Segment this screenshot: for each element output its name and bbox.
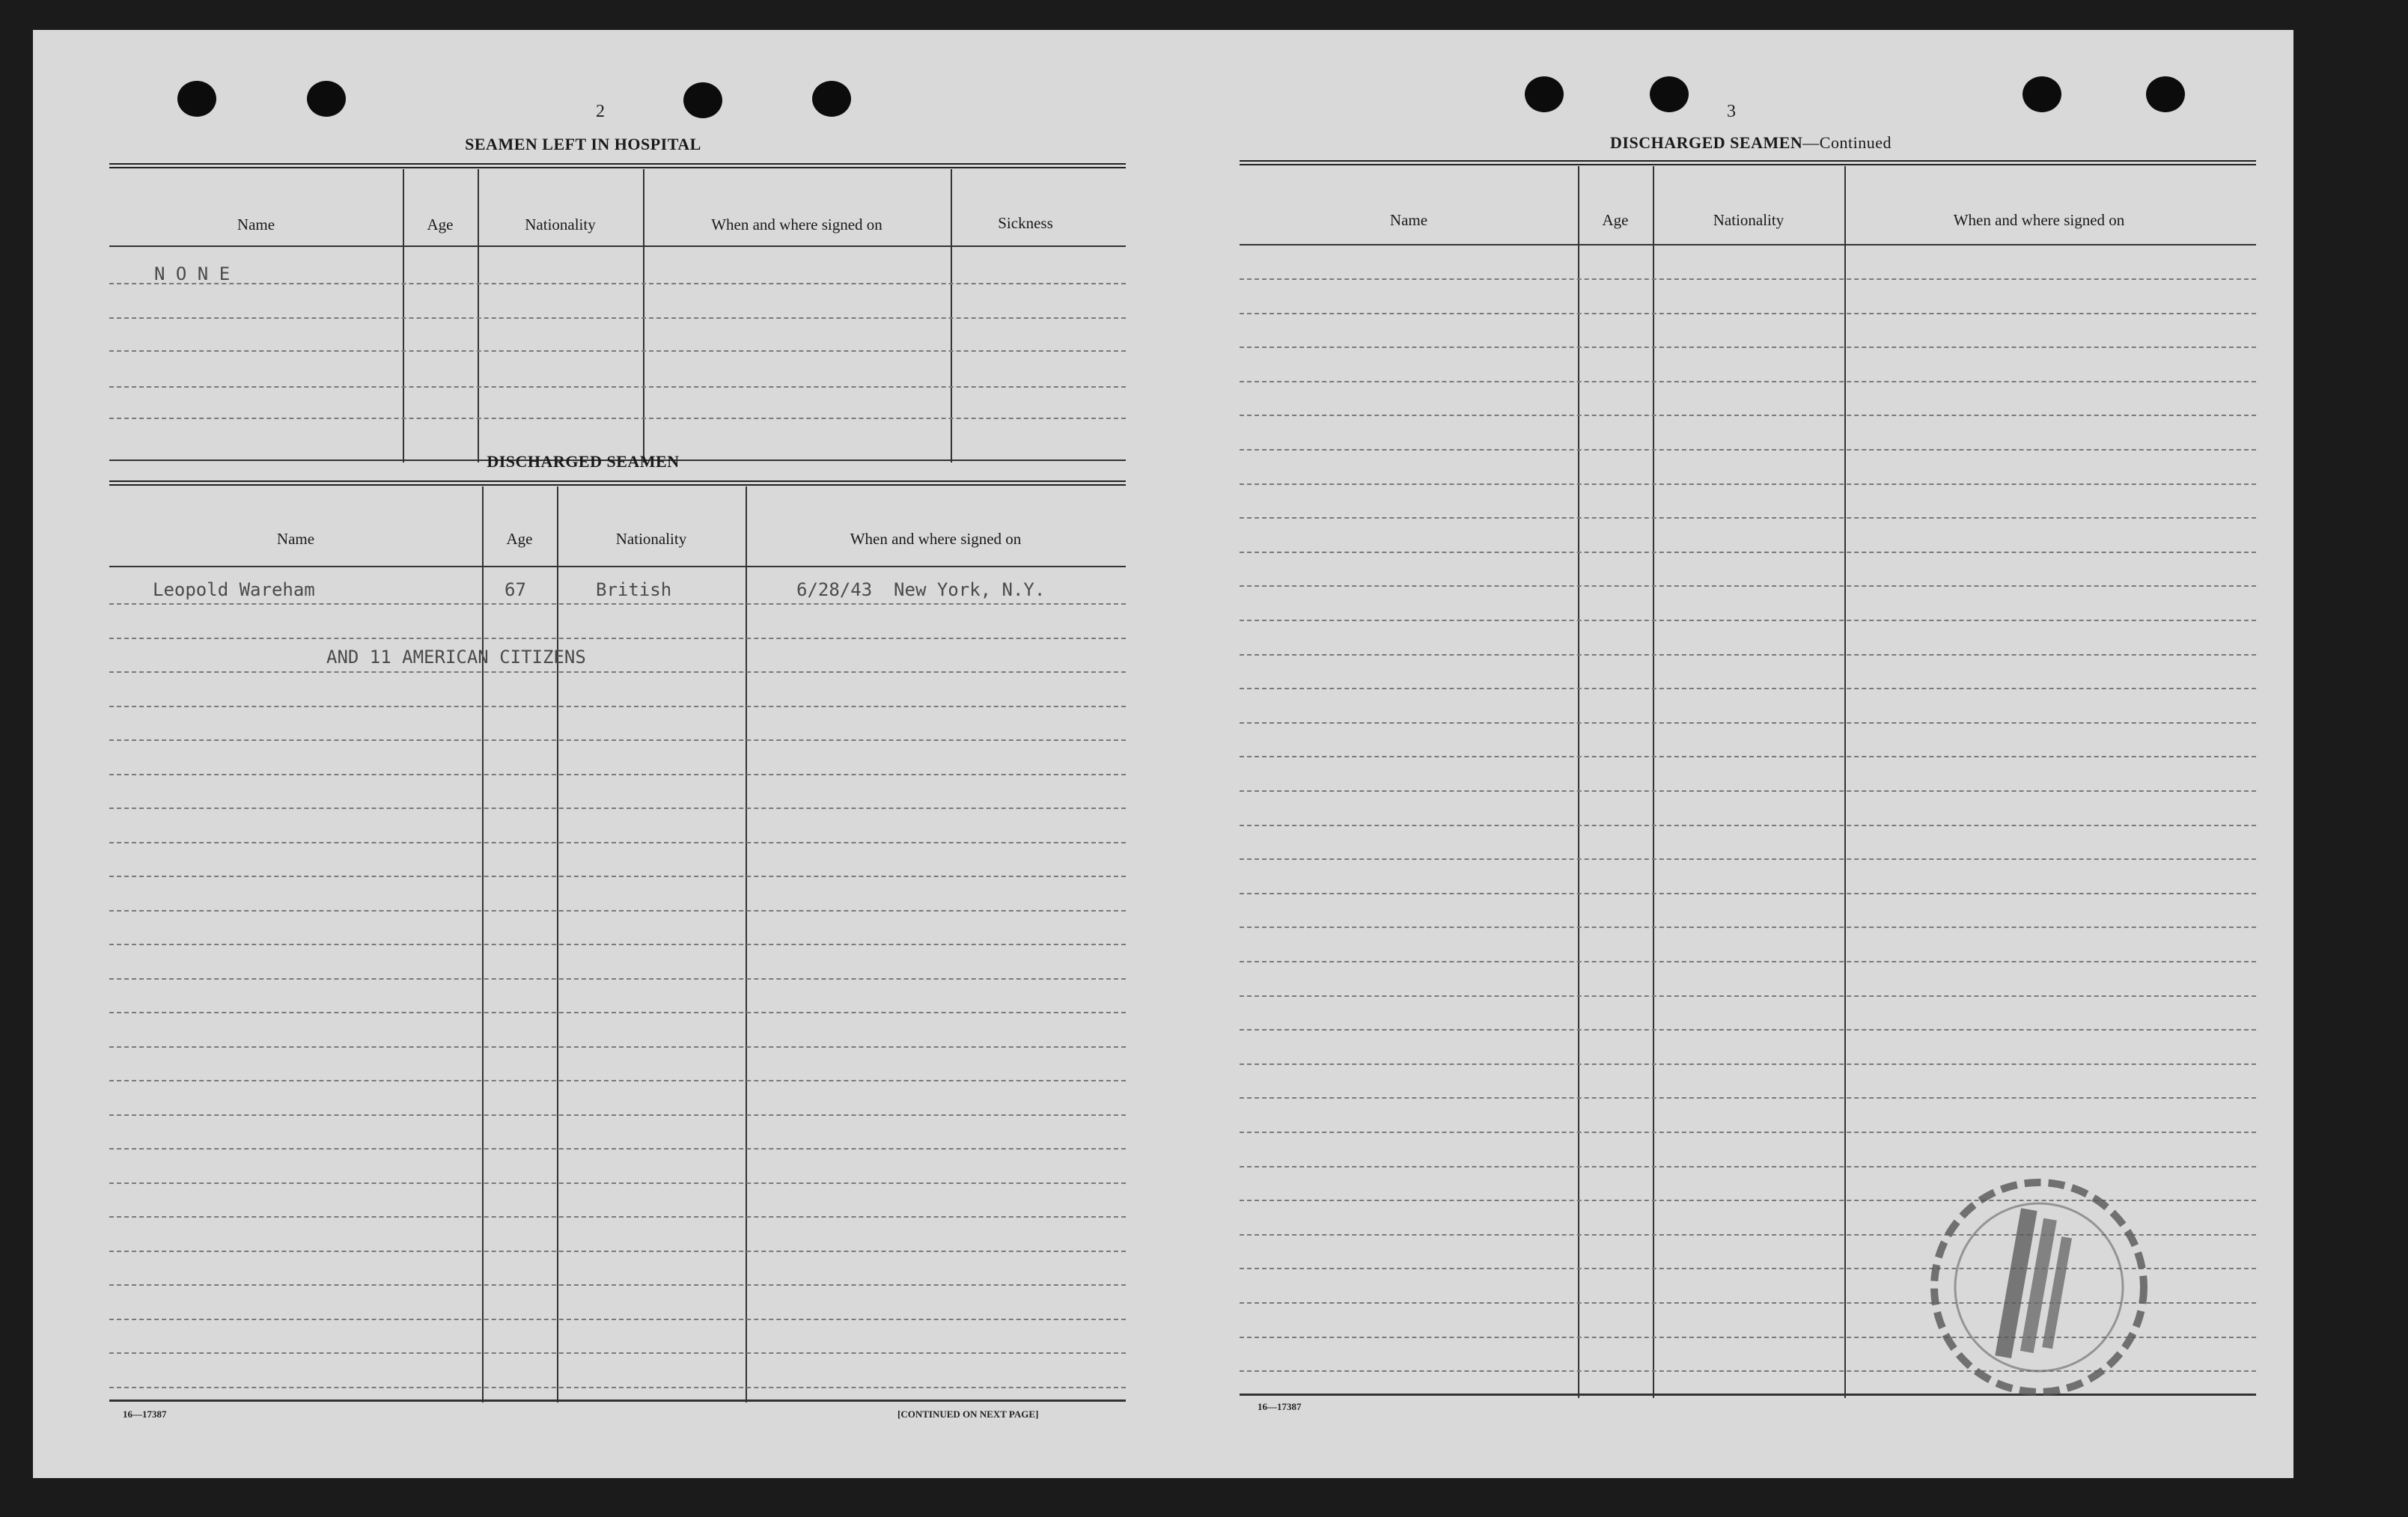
- american-citizens-note: AND 11 AMERICAN CITIZENS: [326, 647, 586, 668]
- col-header-age: Age: [427, 216, 454, 233]
- ruled-line: [1240, 449, 2256, 451]
- ruled-line: [1240, 483, 2256, 485]
- seaman-signed-on: 6/28/43 New York, N.Y.: [796, 579, 1046, 600]
- ruled-line: [109, 1352, 1126, 1354]
- ruled-line: [1240, 1029, 2256, 1031]
- col-header-signed-on: When and where signed on: [850, 530, 1022, 548]
- col-header-name: Name: [237, 216, 275, 233]
- ruled-line: [1240, 893, 2256, 894]
- ruled-line: [109, 1012, 1126, 1013]
- ruled-line: [1240, 313, 2256, 314]
- seaman-age: 67: [505, 579, 526, 600]
- ruled-line: [1240, 415, 2256, 416]
- ruled-line: [109, 638, 1126, 639]
- page-number-right: 3: [1727, 102, 1736, 121]
- ruled-line: [109, 808, 1126, 809]
- ruled-line: [1240, 722, 2256, 724]
- ruled-line: [1240, 927, 2256, 928]
- ruled-line: [1240, 620, 2256, 621]
- punch-hole: [1650, 76, 1689, 112]
- ruled-line: [109, 671, 1126, 673]
- ruled-line: [1240, 790, 2256, 792]
- ruled-line: [1240, 1132, 2256, 1133]
- ruled-line: [109, 1387, 1126, 1388]
- ruled-line: [109, 1216, 1126, 1218]
- col-header-signed-on: When and where signed on: [711, 216, 883, 233]
- ruled-line: [1240, 517, 2256, 519]
- col-header-age: Age: [1602, 211, 1629, 229]
- col-header-nationality: Nationality: [615, 530, 687, 548]
- ruled-line: [109, 1114, 1126, 1116]
- col-header-age: Age: [506, 530, 533, 548]
- punch-hole: [812, 81, 851, 117]
- ruled-line: [1240, 1063, 2256, 1065]
- ruled-line: [109, 978, 1126, 980]
- ruled-line: [1240, 654, 2256, 656]
- ruled-line: [109, 910, 1126, 912]
- ruled-line: [109, 1319, 1126, 1320]
- ruled-line: [1240, 688, 2256, 689]
- ruled-line: [109, 1148, 1126, 1150]
- col-header-nationality: Nationality: [525, 216, 596, 233]
- ruled-line: [109, 603, 1126, 605]
- col-header-nationality: Nationality: [1713, 211, 1784, 229]
- hospital-table: [109, 163, 1126, 463]
- ruled-line: [1240, 1097, 2256, 1099]
- ruled-line: [109, 842, 1126, 843]
- ruled-line: [109, 739, 1126, 741]
- col-header-sickness: Sickness: [998, 214, 1053, 232]
- title-main: DISCHARGED SEAMEN: [1610, 133, 1803, 152]
- ruled-line: [1240, 381, 2256, 382]
- punch-hole: [683, 82, 722, 118]
- document-sheet: [33, 30, 2293, 1478]
- seaman-name: Leopold Wareham: [153, 579, 315, 600]
- ruled-line: [109, 944, 1126, 945]
- hospital-section-title: SEAMEN LEFT IN HOSPITAL: [465, 135, 701, 153]
- seaman-nationality: British: [596, 579, 672, 600]
- continued-note: [CONTINUED ON NEXT PAGE]: [897, 1408, 1039, 1420]
- punch-hole: [177, 81, 216, 117]
- ruled-line: [109, 1251, 1126, 1252]
- punch-hole: [307, 81, 346, 117]
- col-header-name: Name: [276, 530, 315, 548]
- ruled-line: [1240, 995, 2256, 997]
- ruled-line: [1240, 347, 2256, 348]
- punch-hole: [2146, 76, 2185, 112]
- form-number-right: 16—17387: [1258, 1401, 1302, 1412]
- discharged-section-title: DISCHARGED SEAMEN: [487, 452, 680, 471]
- ruled-line: [109, 1284, 1126, 1286]
- ruled-line: [1240, 961, 2256, 962]
- form-number-left: 16—17387: [123, 1408, 167, 1420]
- col-header-name: Name: [1389, 211, 1428, 229]
- col-header-signed-on: When and where signed on: [1953, 211, 2125, 229]
- title-suffix: —Continued: [1802, 133, 1892, 152]
- ruled-line: [109, 1080, 1126, 1081]
- ruled-line: [1240, 858, 2256, 860]
- ruled-line: [1240, 825, 2256, 826]
- ruled-line: [1240, 756, 2256, 757]
- discharged-continued-title: [1246, 133, 2256, 153]
- discharged-table: [109, 480, 1126, 1402]
- ruled-line: [109, 774, 1126, 775]
- ruled-line: [109, 1182, 1126, 1184]
- punch-hole: [1525, 76, 1564, 112]
- hospital-none-entry: N O N E: [154, 263, 231, 284]
- ruled-line: [109, 876, 1126, 877]
- ruled-line: [1240, 552, 2256, 553]
- ruled-line: [109, 706, 1126, 707]
- ruled-line: [1240, 278, 2256, 280]
- received-stamp: [1919, 1167, 2159, 1407]
- page-number-left: 2: [596, 102, 605, 121]
- ruled-line: [109, 1046, 1126, 1048]
- punch-hole: [2023, 76, 2061, 112]
- ruled-line: [1240, 585, 2256, 587]
